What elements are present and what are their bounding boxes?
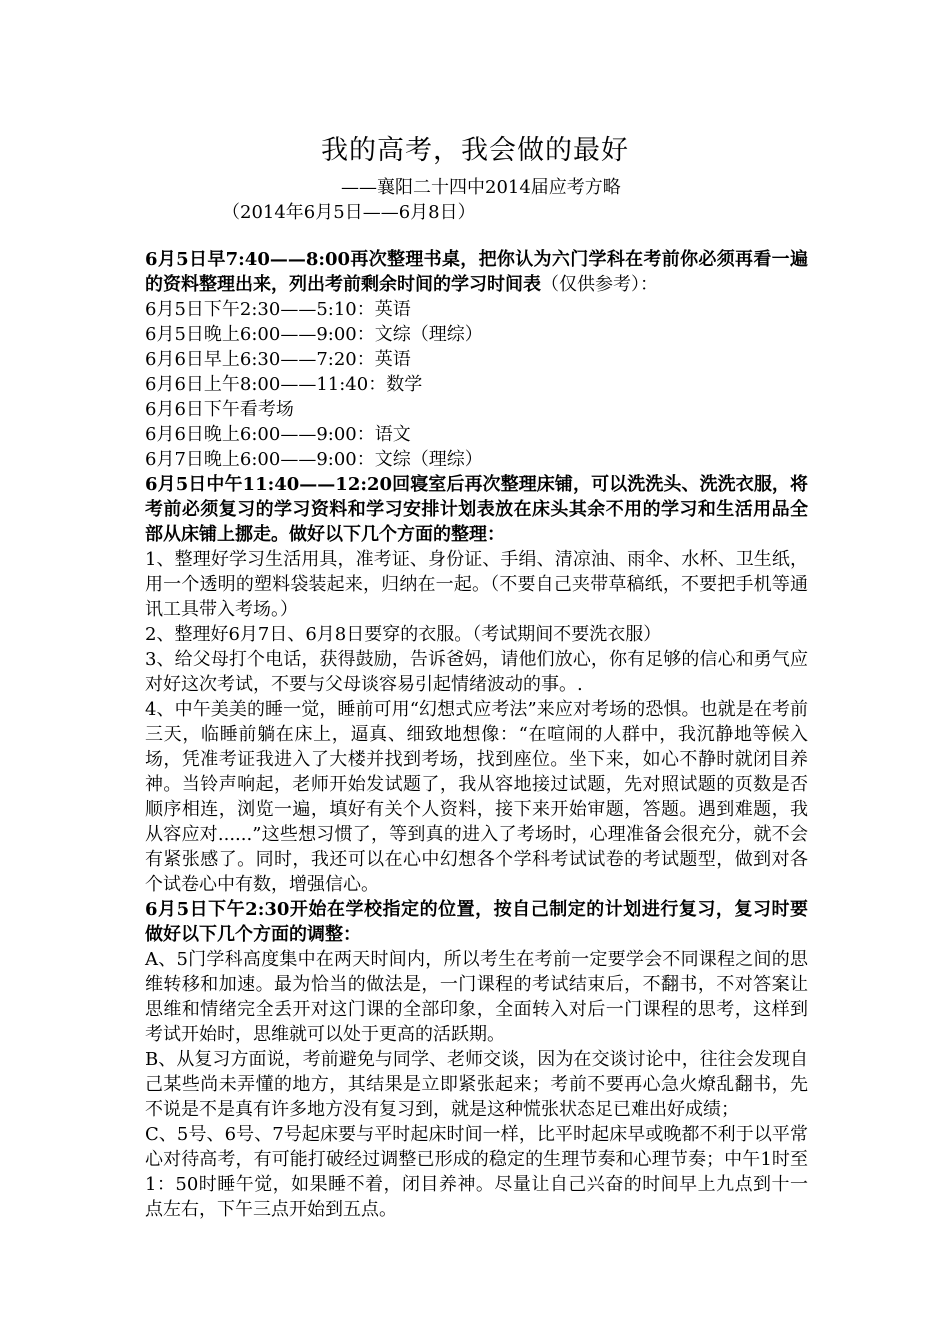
schedule-item: 6月6日晚上6:00——9:00：语文	[145, 424, 411, 445]
section3-heading: 6月5日下午2:30开始在学校指定的位置，按自己制定的计划进行复习，复习时要做好以下几个方面的调整：	[145, 899, 808, 945]
schedule-item: 6月6日上午8:00——11:40：数学	[145, 374, 423, 395]
section2-item: 1、整理好学习生活用具，准考证、身份证、手绢、清凉油、雨伞、水杯、卫生纸，用一个透明的塑料袋装起来，归纳在一起。（不要自己夹带草稿纸，不要把手机等通讯工具带入考场。）	[145, 549, 808, 620]
section3-item: C、5号、6号、7号起床要与平时起床时间一样，比平时起床早或晚都不利于以平常心对待高考，有可能打破经过调整已形成的稳定的生理节奏和心理节奏；中午1时至1：50时睡午觉，如果睡不着，闭目养神。尽量让自己兴奋的时间早上九点到十一点左右，下午三点开始到五点。	[145, 1124, 808, 1220]
section3-item: B、从复习方面说，考前避免与同学、老师交谈，因为在交谈讨论中，往往会发现自己某些尚未弄懂的地方，其结果是立即紧张起来；考前不要再心急火燎乱翻书，先不说是不是真有许多地方没有复习到，就是这种慌张状态足已难出好成绩；	[145, 1049, 808, 1120]
schedule-item: 6月6日下午看考场	[145, 399, 294, 420]
section2-item: 2、整理好6月7日、6月8日要穿的衣服。（考试期间不要洗衣服）	[145, 624, 662, 645]
section2-item: 4、中午美美的睡一觉，睡前可用“幻想式应考法”来应对考场的恐惧。也就是在考前三天，临睡前躺在床上，逼真、细致地想像：“在喧闹的人群中，我沉静地等候入场，凭准考证我进入了大楼并找到考场，找到座位。坐下来，如心不静时就闭目养神。当铃声响起，老师开始发试题了，我从容地接过试题，先对照试题的页数是否顺序相连，浏览一遍，填好有关个人资料，接下来开始审题，答题。遇到难题，我从容应对......”这些想习惯了，等到真的进入了考场时，心理准备会很充分，就不会有紧张感了。同时，我还可以在心中幻想各个学科考试试卷的考试题型，做到对各个试卷心中有数，增强信心。	[145, 699, 808, 895]
section2-heading: 6月5日中午11:40——12:20回寝室后再次整理床铺，可以洗洗头、洗洗衣服，将考前必须复习的学习资料和学习安排计划表放在床头其余不用的学习和生活用品全部从床铺上挪走。做好以下几个方面的整理：	[145, 474, 808, 545]
schedule-item: 6月5日晚上6:00——9:00：文综（理综）	[145, 324, 483, 345]
document-body	[145, 247, 808, 1222]
schedule-item: 6月6日早上6:30——7:20：英语	[145, 349, 411, 370]
document-subtitle: ——襄阳二十四中2014届应考方略	[341, 177, 621, 198]
section1-heading	[145, 247, 808, 297]
document-title: 我的高考，我会做的最好	[321, 135, 629, 166]
schedule-item: 6月7日晚上6:00——9:00：文综（理综）	[145, 449, 483, 470]
section2-item: 3、给父母打个电话，获得鼓励，告诉爸妈，请他们放心，你有足够的信心和勇气应对好这次考试，不要与父母谈容易引起情绪波动的事。.	[145, 649, 808, 695]
section3-item: A、5门学科高度集中在两天时间内，所以考生在考前一定要学会不同课程之间的思维转移和加速。最为恰当的做法是，一门课程的考试结束后，不翻书，不对答案让思维和情绪完全丢开对这门课的全部印象，全面转入对后一门课程的思考，这样到考试开始时，思维就可以处于更高的活跃期。	[145, 949, 808, 1045]
section1-heading-bold: 6月5日早7:40——8:00再次整理书桌，把你认为六门学科在考前你必须再看一遍的资料整理出来，列出考前剩余时间的学习时间表	[145, 249, 808, 295]
schedule-item: 6月5日下午2:30——5:10：英语	[145, 299, 411, 320]
section1-heading-note: （仅供参考）：	[541, 274, 658, 295]
date-range: （2014年6月5日——6月8日）	[222, 202, 476, 223]
